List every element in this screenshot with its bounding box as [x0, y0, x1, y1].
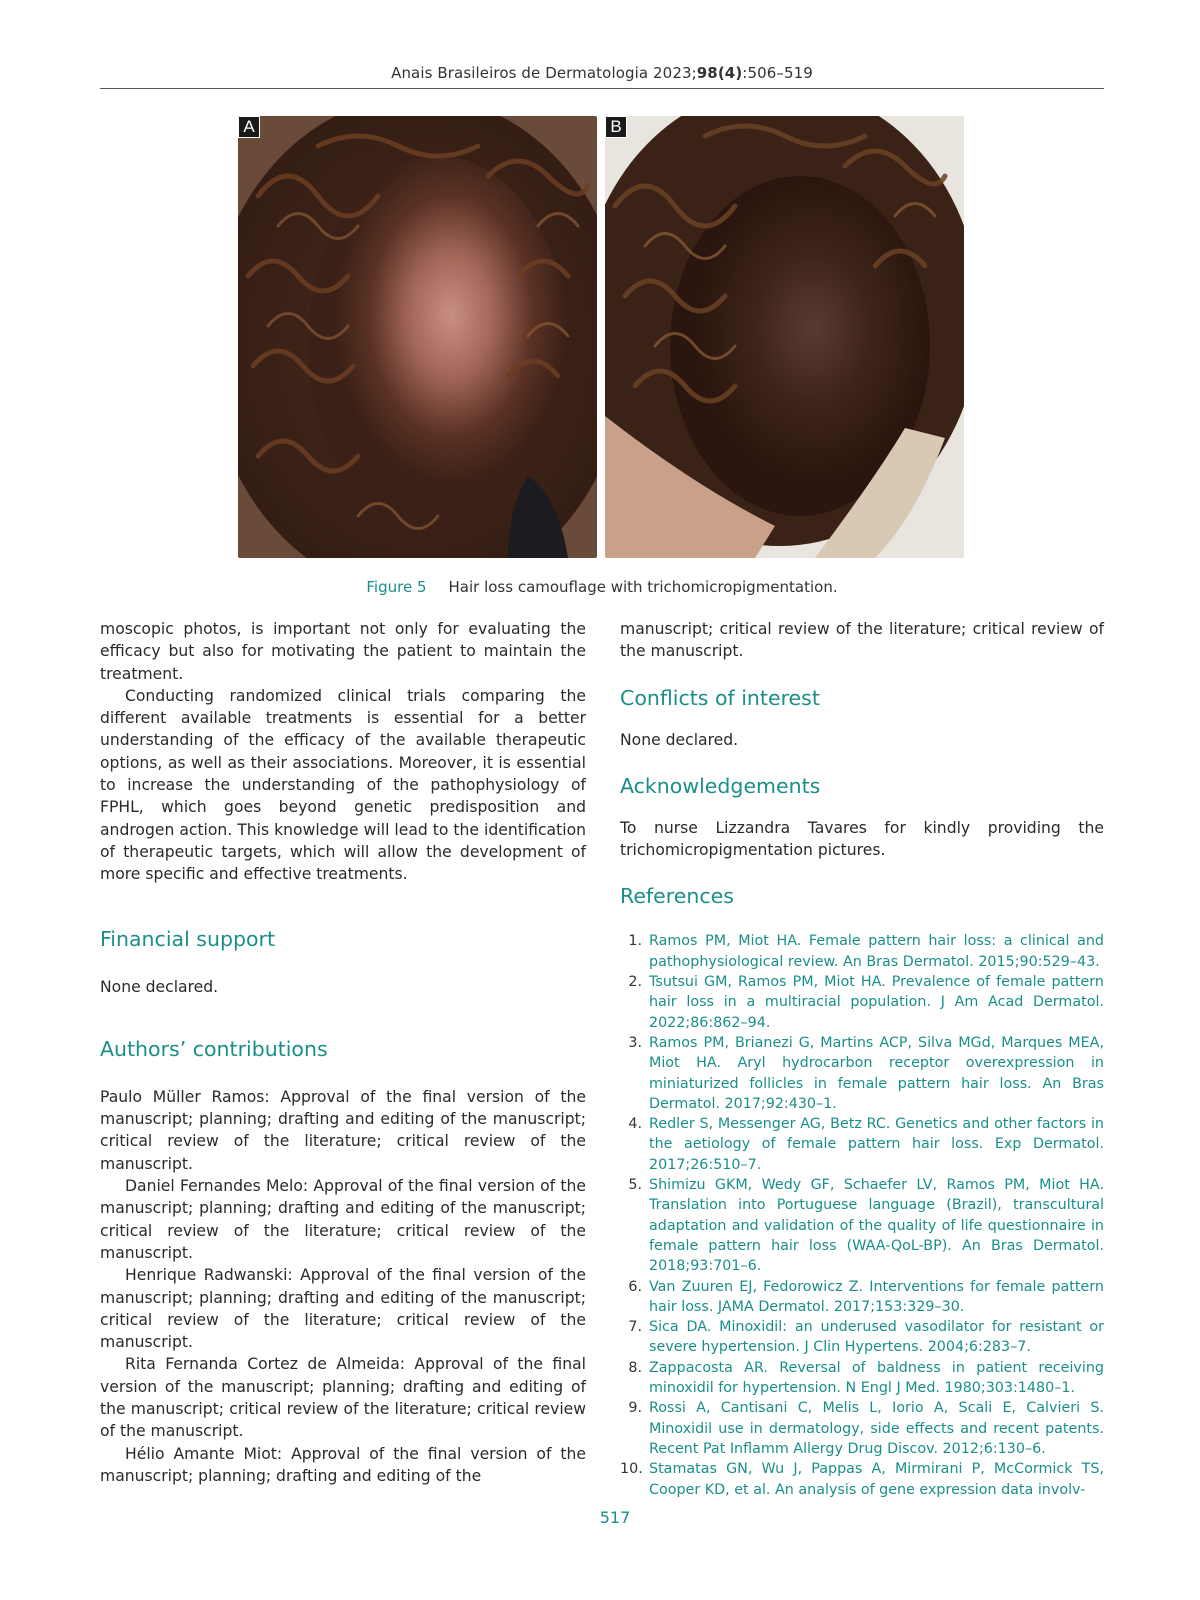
- reference-item: [620, 1277, 1104, 1318]
- reference-item: [620, 1114, 1104, 1175]
- financial-support-text: None declared.: [100, 977, 219, 996]
- reference-item: [620, 931, 1104, 972]
- reference-link[interactable]: Shimizu GKM, Wedy GF, Schaefer LV, Ramos PM, Miot HA. Translation into Portuguese language (Brazil), transcultural adaptation and validation of the quality of life questionnaire in female pattern hair loss (WAA-QoL-BP). An Bras Dermatol. 2018;93:701–6.: [649, 1177, 1104, 1275]
- figure-label: Figure 5: [366, 578, 427, 596]
- reference-link[interactable]: Tsutsui GM, Ramos PM, Miot HA. Prevalence of female pattern hair loss in a multiracial population. J Am Acad Dermatol. 2022;86:862–94.: [649, 974, 1104, 1031]
- acknowledgements-text: To nurse Lizzandra Tavares for kindly providing the trichomicropigmentation pictures.: [620, 818, 1104, 860]
- contribution-paragraph: Hélio Amante Miot: Approval of the final version of the manuscript; planning; drafting and editing of the: [100, 1444, 586, 1485]
- contribution-paragraph: Henrique Radwanski: Approval of the final version of the manuscript; planning; drafting and editing of the manuscript; critical review of the literature; critical review of the manuscript.: [100, 1266, 586, 1352]
- reference-number: 5.: [628, 1177, 642, 1194]
- references-heading: References: [620, 884, 734, 909]
- journal-citation: Anais Brasileiros de Dermatologia 2023;: [391, 64, 697, 82]
- reference-number: 2.: [628, 974, 642, 991]
- reference-number: 1.: [628, 933, 642, 950]
- hair-photo-after: [605, 116, 964, 558]
- reference-number: 9.: [628, 1400, 642, 1417]
- reference-list: [620, 931, 1104, 1499]
- reference-item: [620, 1398, 1104, 1459]
- hair-photo-before: [238, 116, 597, 558]
- reference-link[interactable]: Zappacosta AR. Reversal of baldness in patient receiving minoxidil for hypertension. N Engl J Med. 1980;303:1480–1.: [649, 1359, 1104, 1397]
- reference-link[interactable]: Redler S, Messenger AG, Betz RC. Genetics and other factors in the aetiology of female pattern hair loss. Exp Dermatol. 2017;26:510–7.: [649, 1116, 1104, 1173]
- running-head: [100, 64, 1104, 82]
- figure-panel-b: [605, 116, 964, 558]
- body-paragraph: manuscript; critical review of the literature; critical review of the manuscript.: [620, 620, 1104, 661]
- reference-item: [620, 1459, 1104, 1500]
- reference-link[interactable]: Ramos PM, Miot HA. Female pattern hair loss: a clinical and pathophysiological review. An Bras Dermatol. 2015;90:529–43.: [649, 933, 1104, 970]
- page-range: :506–519: [742, 64, 813, 82]
- conflicts-text: None declared.: [620, 730, 739, 749]
- reference-number: 8.: [628, 1359, 642, 1376]
- body-paragraph: Conducting randomized clinical trials comparing the different available treatments is essential for a better understanding of the efficacy of the available therapeutic options, as well as their associations. Moreover, it is essential to increase the understanding of the pathophysiology of FPHL, which goes beyond genetic predisposition and androgen action. This knowledge will lead to the identification of therapeutic targets, which will allow the development of more specific and effective treatments.: [100, 686, 586, 884]
- panel-label-b: B: [605, 116, 627, 138]
- reference-link[interactable]: Ramos PM, Brianezi G, Martins ACP, Silva MGd, Marques MEA, Miot HA. Aryl hydrocarbon receptor overexpression in miniaturized follicles in female pattern hair loss. An Bras Dermatol. 2017;92:430–1.: [649, 1034, 1104, 1112]
- conflicts-heading: Conflicts of interest: [620, 685, 820, 710]
- body-paragraph: moscopic photos, is important not only for evaluating the efficacy but also for motivating the patient to maintain the treatment.: [100, 620, 586, 683]
- reference-number: 3.: [628, 1034, 642, 1051]
- right-column: [620, 618, 1104, 1500]
- contribution-paragraph: Rita Fernanda Cortez de Almeida: Approval of the final version of the manuscript; planning; drafting and editing of the manuscript; critical review of the literature; critical review of the manuscript.: [100, 1355, 586, 1441]
- reference-number: 4.: [628, 1116, 642, 1133]
- reference-number: 10.: [620, 1461, 643, 1478]
- reference-item: [620, 1317, 1104, 1358]
- reference-item: [620, 1033, 1104, 1114]
- panel-label-a: A: [238, 116, 260, 138]
- figure-caption-text: Hair loss camouflage with trichomicropigmentation.: [448, 578, 838, 596]
- reference-number: 7.: [628, 1319, 642, 1336]
- reference-item: [620, 1175, 1104, 1276]
- figure-caption: [100, 578, 1104, 596]
- reference-link[interactable]: Sica DA. Minoxidil: an underused vasodilator for resistant or severe hypertension. J Clin Hypertens. 2004;6:283–7.: [649, 1319, 1104, 1356]
- left-column: [100, 618, 586, 1487]
- financial-support-heading: Financial support: [100, 926, 275, 951]
- reference-link[interactable]: Stamatas GN, Wu J, Pappas A, Mirmirani P, McCormick TS, Cooper KD, et al. An analysis of gene expression data involv-: [649, 1461, 1104, 1498]
- acknowledgements-heading: Acknowledgements: [620, 773, 821, 798]
- header-rule: [100, 88, 1104, 89]
- authors-contributions-heading: Authors’ contributions: [100, 1036, 328, 1061]
- contribution-paragraph: Daniel Fernandes Melo: Approval of the final version of the manuscript; planning; drafting and editing of the manuscript; critical review of the literature; critical review of the manuscript.: [100, 1177, 586, 1262]
- reference-link[interactable]: Rossi A, Cantisani C, Melis L, Iorio A, Scali E, Calvieri S. Minoxidil use in dermatology, side effects and recent patents. Recent Pat Inflamm Allergy Drug Discov. 2012;6:130–6.: [649, 1400, 1104, 1457]
- reference-item: [620, 1358, 1104, 1399]
- contribution-paragraph: Paulo Müller Ramos: Approval of the final version of the manuscript; planning; drafting and editing of the manuscript; critical review of the literature; critical review of the manuscript.: [100, 1087, 586, 1173]
- reference-item: [620, 972, 1104, 1033]
- figure-panel-a: [238, 116, 597, 558]
- volume-issue: 98(4): [696, 64, 743, 82]
- page-number: 517: [599, 1508, 631, 1527]
- reference-number: 6.: [628, 1278, 642, 1295]
- reference-link[interactable]: Van Zuuren EJ, Fedorowicz Z. Interventions for female pattern hair loss. JAMA Dermatol. 2017;153:329–30.: [649, 1278, 1104, 1315]
